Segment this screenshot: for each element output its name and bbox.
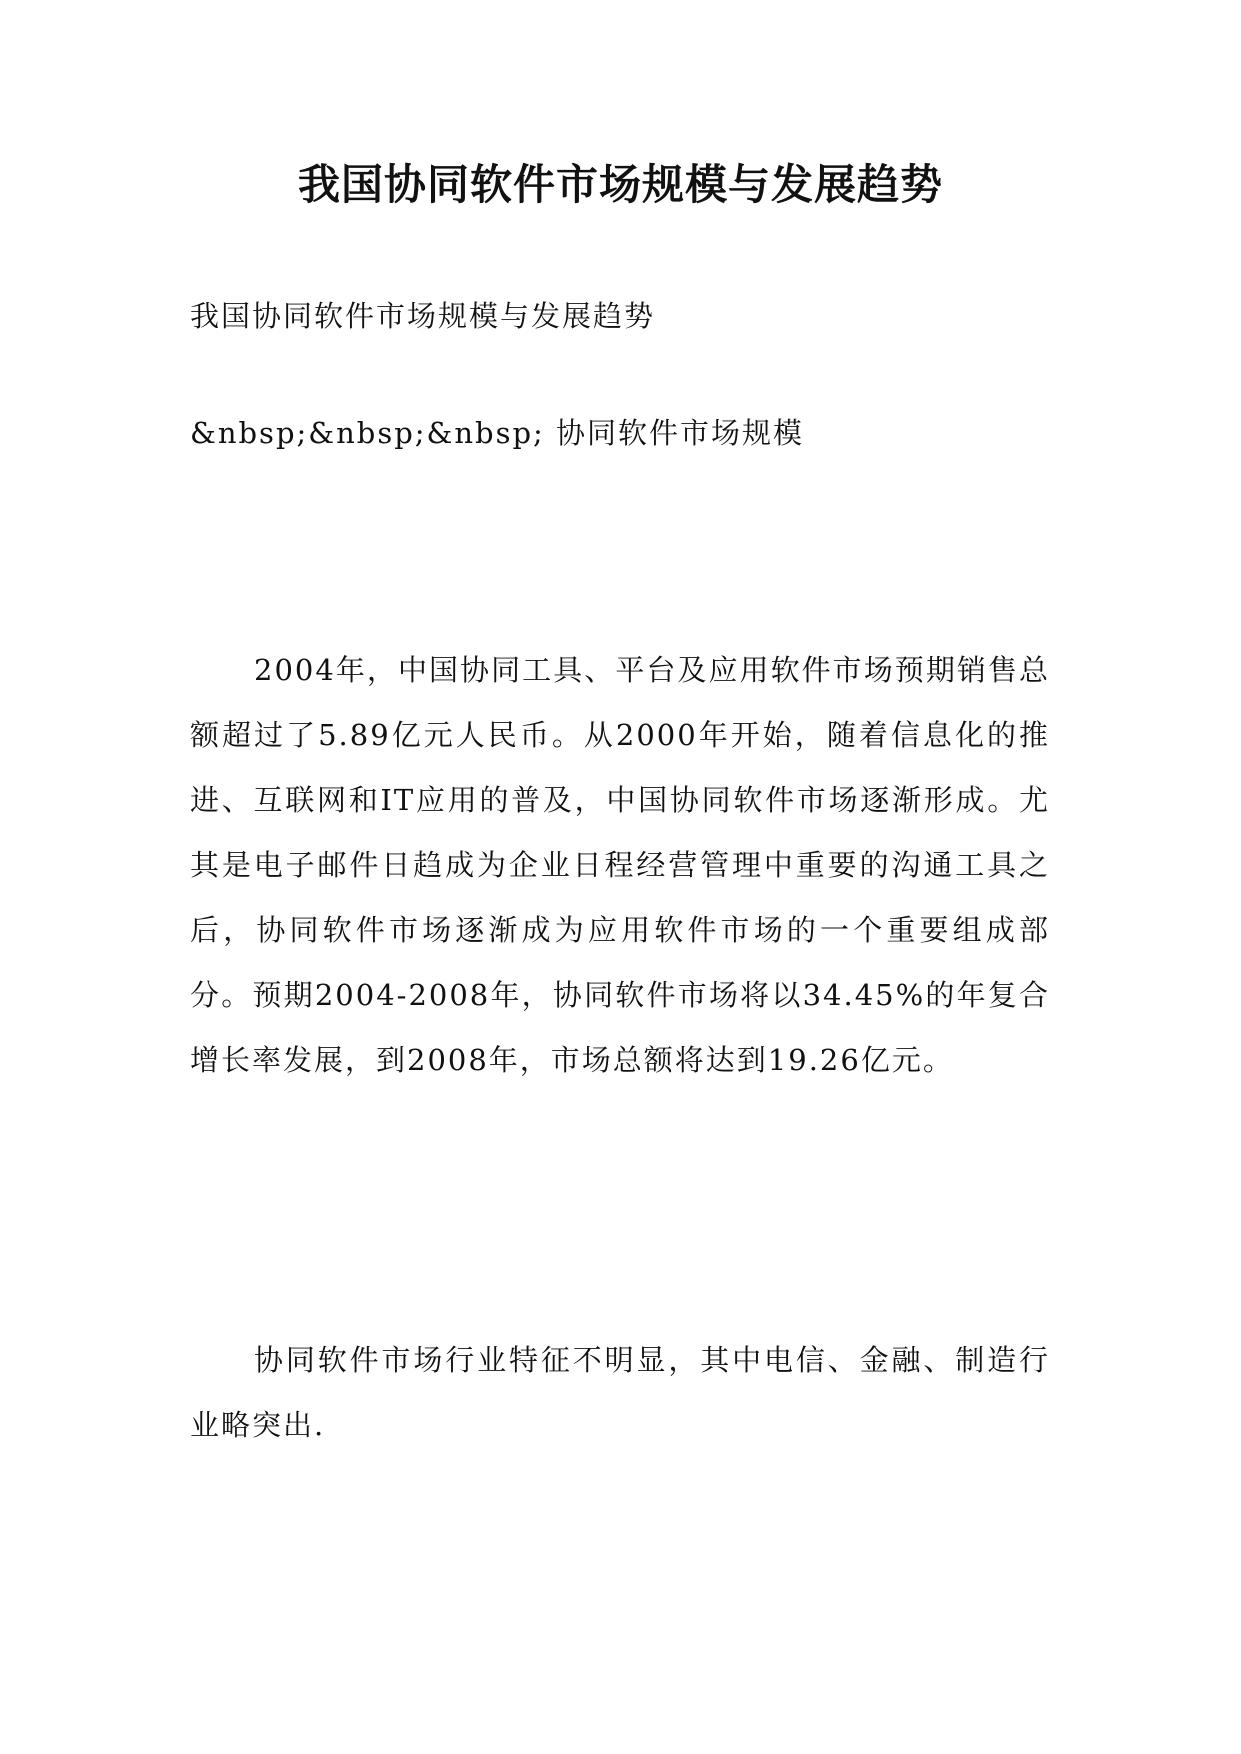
paragraph-market-size: 2004年，中国协同工具、平台及应用软件市场预期销售总额超过了5.89亿元人民币。从2000年开始，随着信息化的推进、互联网和IT应用的普及，中国协同软件市场逐渐形成。尤其是电子邮件日趋成为企业日程经营管理中重要的沟通工具之后，协同软件市场逐渐成为应用软件市场的一个重要组成部分。预期2004-2008年，协同软件市场将以34.45%的年复合增长率发展，到2008年，市场总额将达到19.26亿元。 — [190, 653, 1050, 1077]
section-heading: &nbsp;&nbsp;&nbsp; 协同软件市场规模 — [190, 416, 805, 450]
paragraph-industry-features: 协同软件市场行业特征不明显，其中电信、金融、制造行业略突出. — [190, 1343, 1050, 1442]
document-title: 我国协同软件市场规模与发展趋势 — [297, 160, 943, 209]
document-subtitle: 我国协同软件市场规模与发展趋势 — [190, 299, 656, 333]
